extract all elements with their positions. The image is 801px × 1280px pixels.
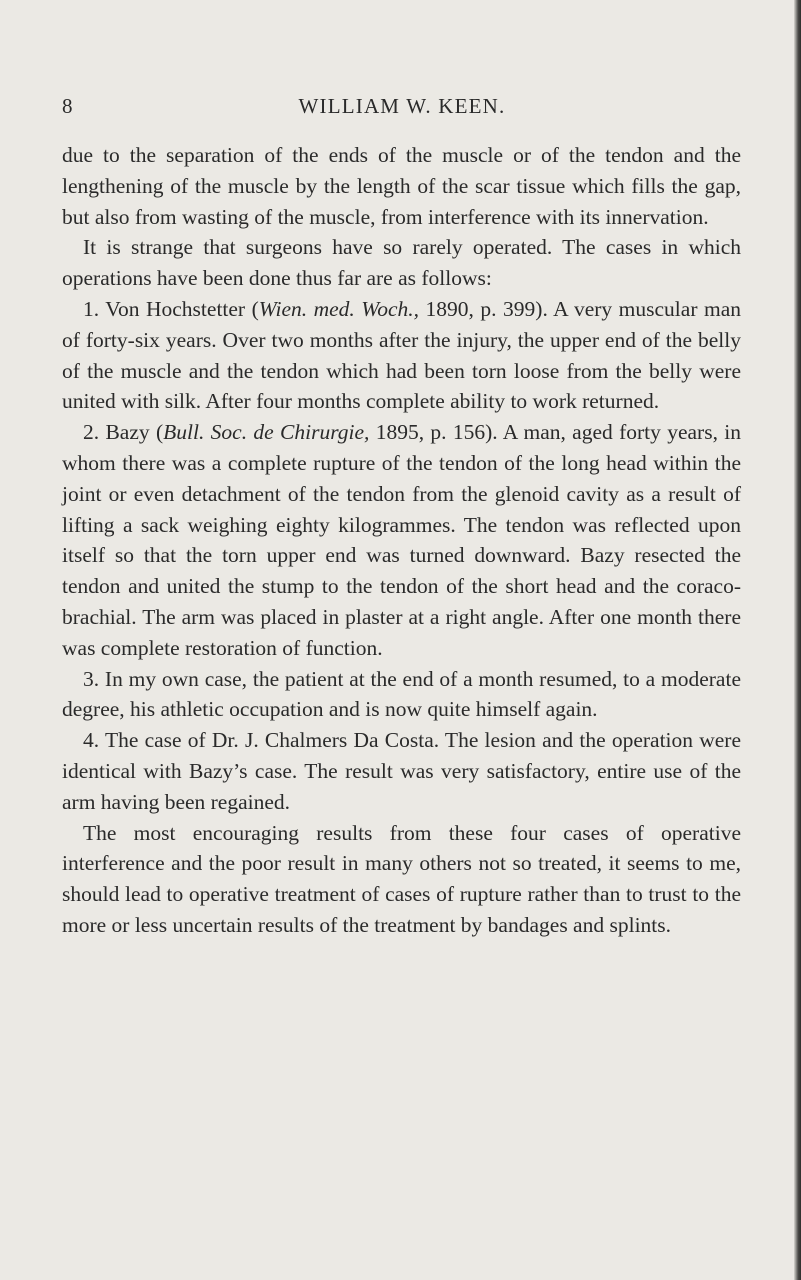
case-1-citation: Wien. med. Woch.,: [258, 296, 420, 321]
body-text: [62, 140, 741, 941]
paragraph-continuation: due to the separation of the ends of the muscle or of the tendon and the lengthening of the muscle by the length of the scar tissue which fills the gap, but also from wasting of the muscle, from interference with its innervation.: [62, 143, 741, 229]
paragraph-conclusion: The most encouraging results from these four cases of operative interference and the poor result in many others not so treated, it seems to me, should lead to operative treatment of cases of rupture rather than to trust to the more or less uncertain results of the treatment by bandages and splints.: [62, 820, 741, 937]
paragraph-case-2-bazy: [62, 417, 741, 663]
running-head: WILLIAM W. KEEN.: [298, 94, 506, 118]
paragraph-case-4-da-costa: 4. The case of Dr. J. Chalmers Da Costa. The lesion and the operation were identical with Bazy’s case. The result was very satisfactory, entire use of the arm having been regained.: [62, 728, 741, 814]
case-1-body: 1890, p. 399). A very muscular man of forty-six years. Over two months after the injury, the upper end of the belly of the muscle and the tendon which had been torn loose from the belly were united with silk. After four months complete ability to work returned.: [62, 296, 741, 414]
paragraph-case-3-own: 3. In my own case, the patient at the end of a month resumed, to a moderate degree, his athletic occupation and is now quite himself again.: [62, 666, 741, 722]
case-2-citation: Bull. Soc. de Chirurgie,: [163, 420, 370, 445]
paragraph-case-1-hochstetter: [62, 294, 741, 417]
page-header: [62, 94, 742, 124]
case-1-intro: 1. Von Hochstetter (: [83, 296, 259, 321]
page-edge-shadow: [794, 0, 801, 1280]
page-number: 8: [62, 94, 73, 118]
case-2-intro: 2. Bazy (: [83, 420, 164, 445]
paragraph-surgeons-rarely-operated: It is strange that surgeons have so rarely operated. The cases in which operations have been done thus far are as follows:: [62, 235, 741, 291]
case-2-body: 1895, p. 156). A man, aged forty years, in whom there was a complete rupture of the tendon of the long head within the joint or even detachment of the tendon from the glenoid cavity as a result of lifting a sack weighing eighty kilogrammes. The tendon was reflected upon itself so that the torn upper end was turned downward. Bazy resected the tendon and united the stump to the tendon of the short head and the coraco-brachial. The arm was placed in plaster at a right angle. After one month there was complete restoration of function.: [62, 420, 741, 660]
